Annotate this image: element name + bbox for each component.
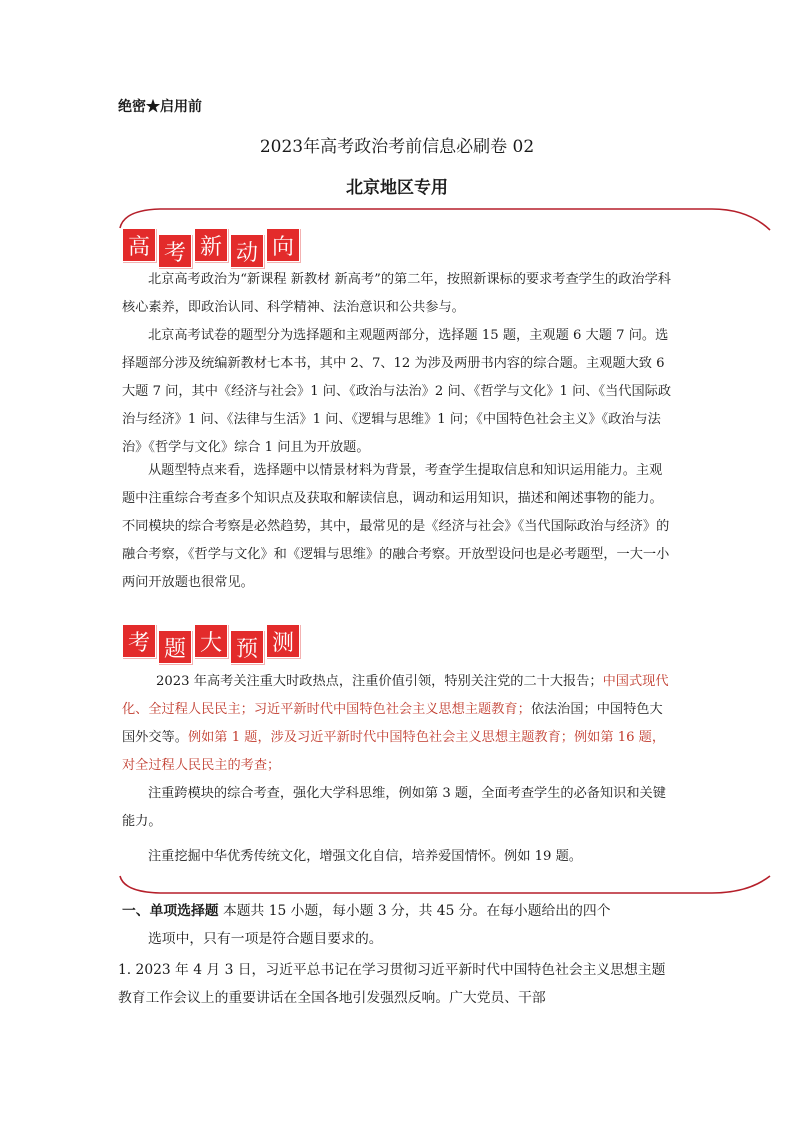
banner-char: 预 — [230, 630, 264, 664]
prediction-paragraph: 注重跨模块的综合考查，强化大学科思维，例如第 3 题，全面考查学生的必备知识和关键能力。 — [122, 786, 666, 829]
prediction-text: 依法治国；中国特色大国外交等。 — [122, 702, 663, 745]
frame-bottom-arc — [120, 876, 770, 893]
prediction-text: 2023 年高考关注重大时政热点，注重价值引领，特别关注党的二十大报告； — [156, 674, 603, 689]
banner-predictions — [122, 624, 300, 662]
banner-char: 考 — [158, 234, 192, 268]
banner-char: 高 — [122, 228, 156, 262]
secret-mark: 绝密★启用前 — [118, 99, 202, 115]
frame-top-arc — [120, 209, 770, 230]
prediction-paragraph — [122, 668, 672, 780]
page-subtitle: 北京地区专用 — [346, 178, 448, 198]
banner-char: 新 — [194, 228, 228, 262]
banner-char: 大 — [194, 624, 228, 658]
trend-paragraph: 北京高考政治为“新课程 新教材 新高考”的第二年，按照新课标的要求考查学生的政治学科核心素养，即政治认同、科学精神、法治意识和公共参与。 — [122, 272, 671, 315]
section-heading-text: 本题共 15 小题，每小题 3 分，共 45 分。在每小题给出的四个 — [222, 903, 611, 919]
prediction-highlight: 中国式现代化、全过程人民民主；习近平新时代中国特色社会主义思想主题教育； — [122, 674, 669, 717]
banner-char: 考 — [122, 624, 156, 658]
section-heading — [122, 897, 682, 953]
page-title: 2023年高考政治考前信息必刷卷 02 — [259, 137, 535, 157]
trend-paragraph: 北京高考试卷的题型分为选择题和主观题两部分，选择题 15 题，主观题 6 大题 7 问。选择题部分涉及统编新教材七本书，其中 2、7、12 为涉及两册书内容的综合题。主观题大致 6 大题 7 问，其中《经济与社会》1 问、《政治与法治》2 问、《哲学与文化》1 问、《当代国际政治与经济》1 问、《法律与生活》1 问、《逻辑与思维》1 问；《中国特色社会主义》《政治与法治》《哲学与文化》综合 1 问且为开放题。 — [122, 328, 672, 455]
section-heading-bold: 一、单项选择题 — [122, 903, 219, 919]
trend-paragraph: 从题型特点来看，选择题中以情景材料为背景，考查学生提取信息和知识运用能力。主观题中注重综合考查多个知识点及获取和解读信息，调动和运用知识，描述和阐述事物的能力。不同模块的综合考察是必然趋势，其中，最常见的是《经济与社会》《当代国际政治与经济》的融合考察，《哲学与文化》和《逻辑与思维》的融合考察。开放型设问也是必考题型，一大一小两问开放题也很常见。 — [122, 463, 670, 590]
banner-new-trends — [122, 228, 300, 266]
banner-char: 测 — [266, 624, 300, 658]
prediction-highlight: 例如第 1 题，涉及习近平新时代中国特色社会主义思想主题教育；例如第 16 题，对全过程人民民主的考查； — [122, 730, 666, 773]
section-heading-cont: 选项中，只有一项是符合题目要求的。 — [148, 931, 383, 947]
banner-char: 题 — [158, 630, 192, 664]
banner-char: 动 — [230, 234, 264, 268]
banner-char: 向 — [266, 228, 300, 262]
prediction-paragraph: 注重挖掘中华优秀传统文化，增强文化自信，培养爱国情怀。例如 19 题。 — [148, 849, 582, 864]
question-1: 1. 2023 年 4 月 3 日，习近平总书记在学习贯彻习近平新时代中国特色社会主义思想主题教育工作会议上的重要讲话在全国各地引发强烈反响。广大党员、干部 — [118, 962, 666, 1006]
